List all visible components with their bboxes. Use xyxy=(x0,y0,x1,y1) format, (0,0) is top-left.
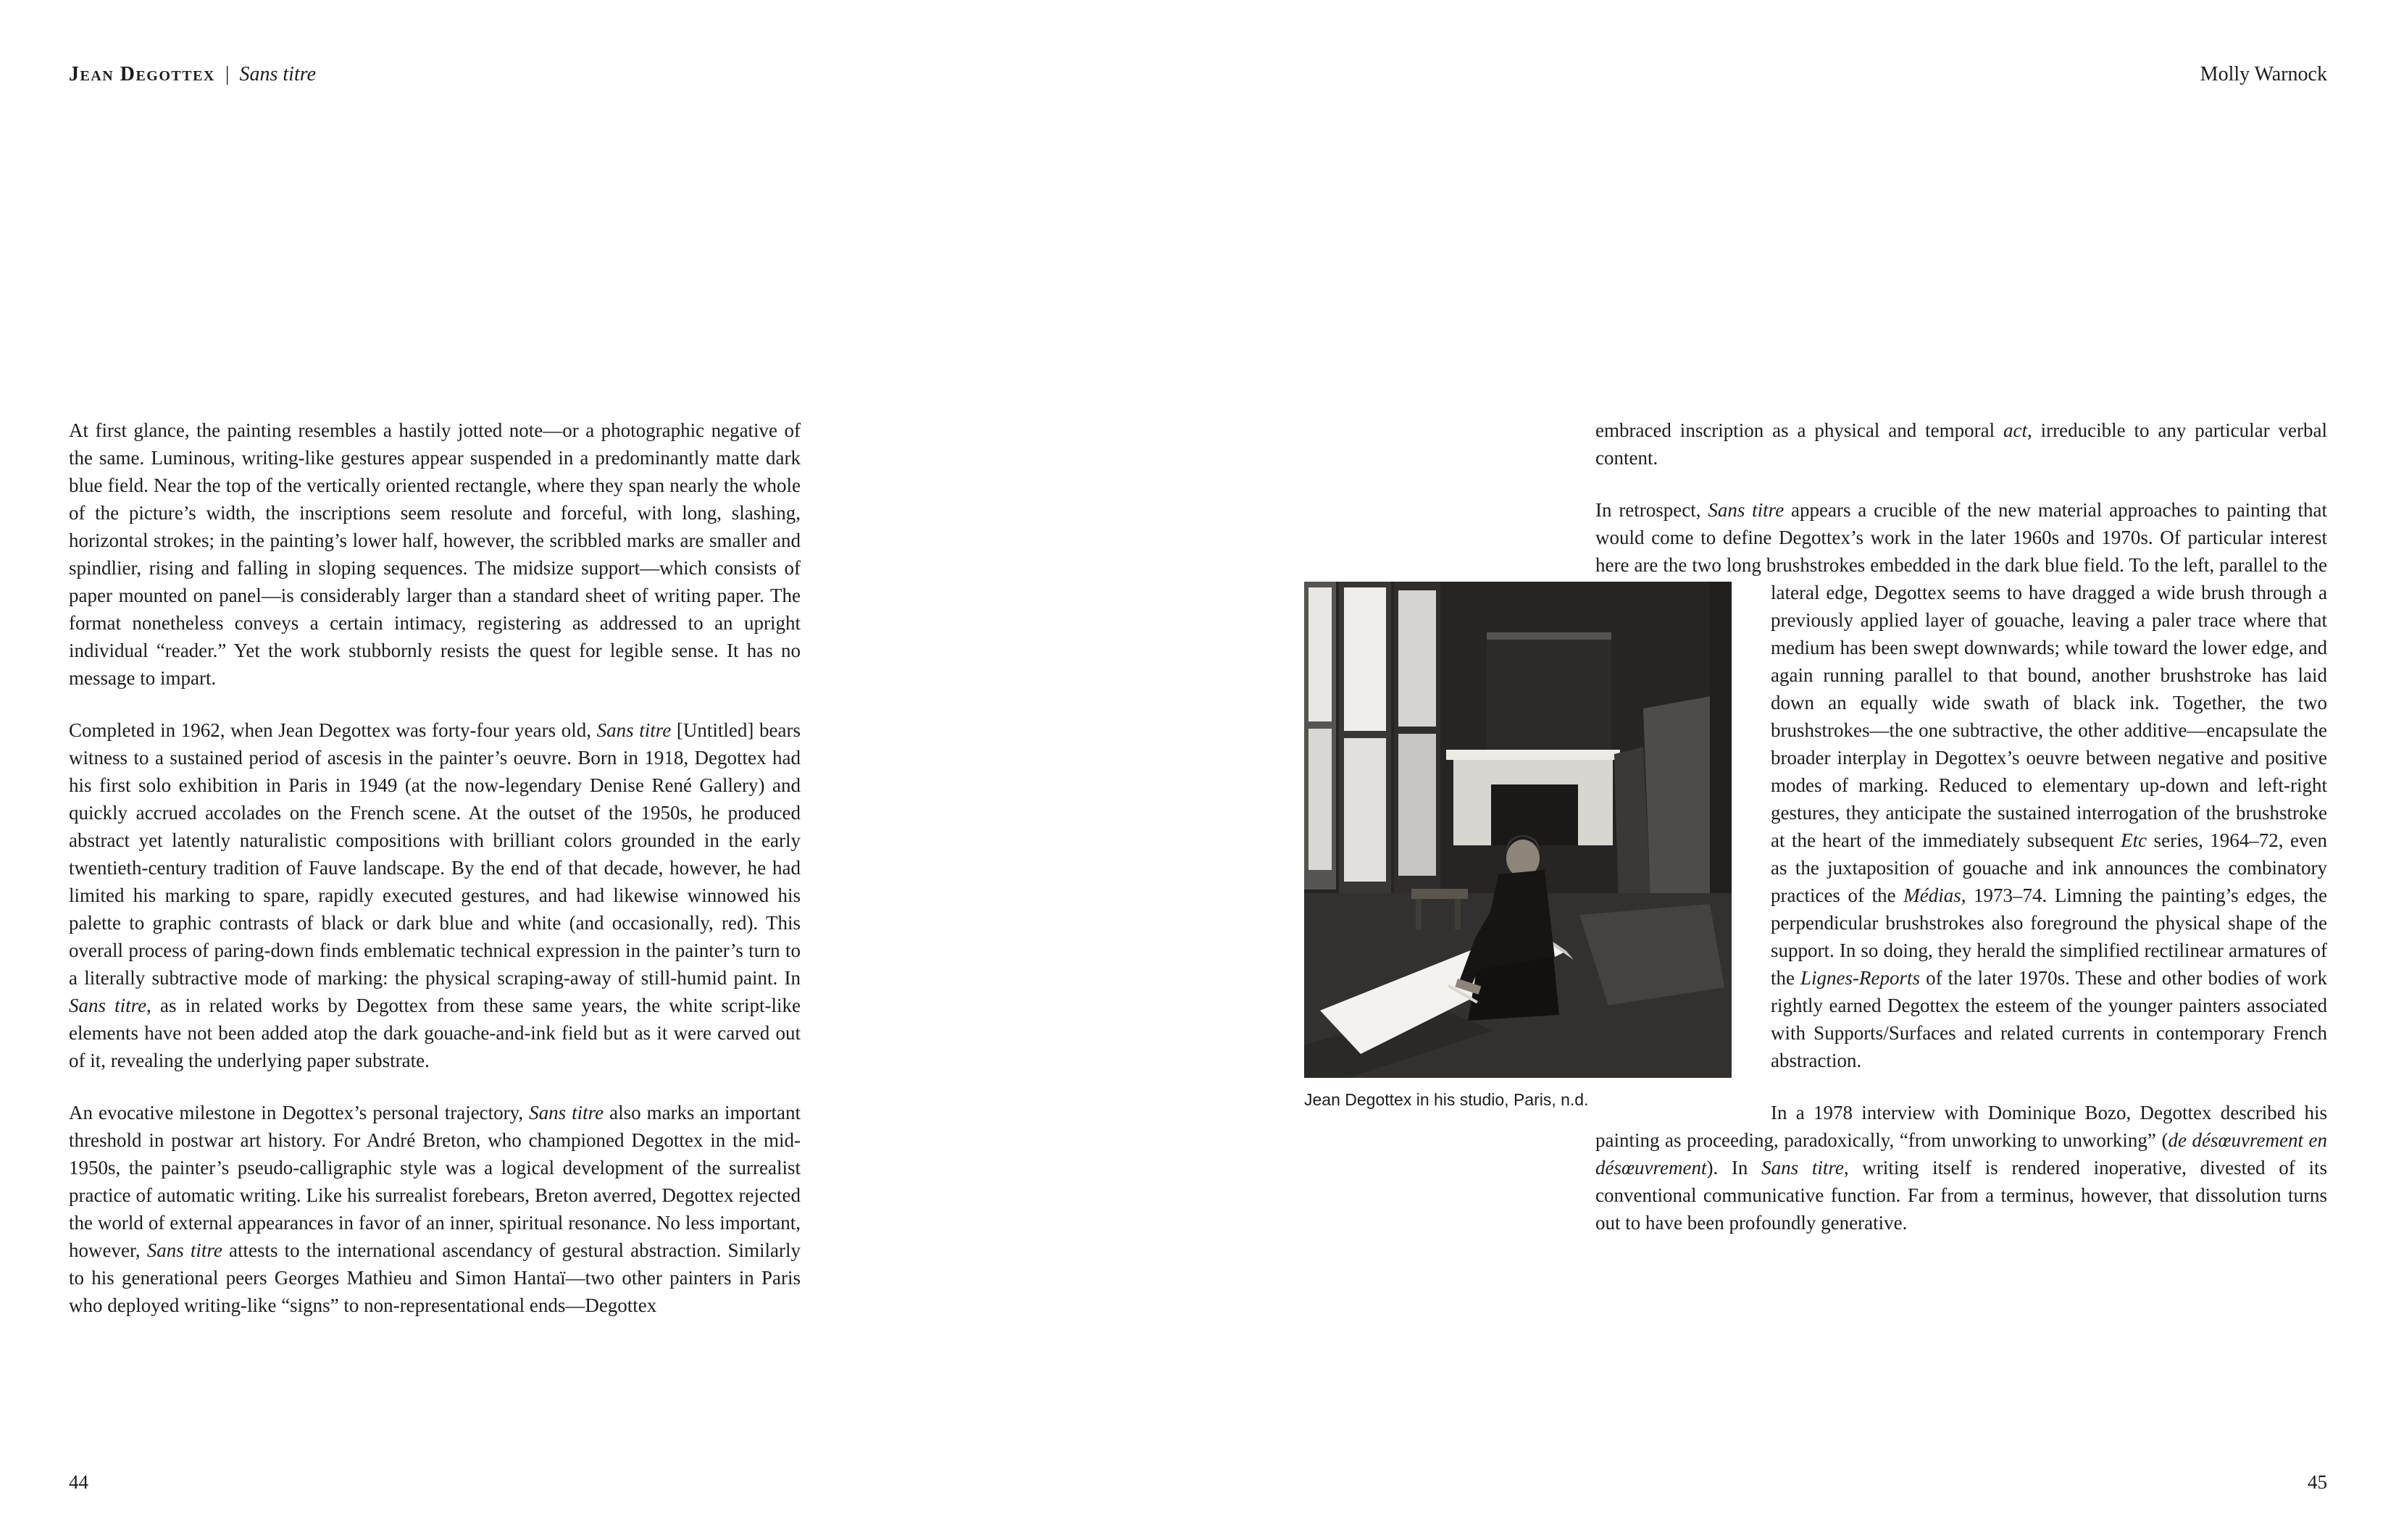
photo-figure xyxy=(1304,582,1732,1110)
work-title: Sans titre xyxy=(239,63,317,85)
paragraph: In a 1978 interview with Dominique Bozo, Degottex described his painting as proceeding, paradoxically, “from unworking to unworking” (de désœuvrement en désœuvrement). In Sans titre, writing itself is rendered inoperative, divested of its conventional communicative function. Far from a terminus, however, that dissolution turns out to have been profoundly generative. xyxy=(1595,1102,2328,1234)
studio-photo xyxy=(1304,582,1732,1078)
left-text-column xyxy=(69,417,801,1319)
paragraph: An evocative milestone in Degottex’s personal trajectory, Sans titre also marks an important threshold in postwar art history. For André Breton, who championed Degottex in the mid-1950s, the painter’s pseudo-calligraphic style was a logical development of the surrealist practice of automatic writing. Like his surrealist forebears, Breton averred, Degottex rejected the world of external appearances in favor of an inner, spiritual resonance. No less important, however, Sans titre attests to the international ascendancy of gestural abstraction. Similarly to his generational peers Georges Mathieu and Simon Hantaï—two other painters in Paris who deployed writing-like “signs” to non-representational ends—Degottex xyxy=(69,1102,801,1316)
paragraph-text: In retrospect, Sans titre appears a crucible of the new material approaches to painting that would come to define Degottex’s work in the later 1960s and 1970s. Of particular interest here are the two long brushstrokes embedded in the dark blue field. To the left, parallel to the lateral edge, Degottex seems to have dragged a wide brush through xyxy=(1595,499,2327,603)
photo-caption: Jean Degottex in his studio, Paris, n.d. xyxy=(1304,1090,1589,1109)
header-separator: | xyxy=(225,63,230,85)
running-head-right: Molly Warnock xyxy=(2200,63,2327,85)
artist-name: Jean Degottex xyxy=(69,63,215,85)
right-text-column xyxy=(1304,417,2328,1236)
paragraph-text: a previously applied layer of gouache, leaving a paler trace where that medium has been swept downwards; while toward the lower edge, and again running parallel to that bound, another brushstroke has laid down an equally wide swath of black ink. Together, the two brushstrokes—the one subtractive, the other additive—encapsulate the broader interplay in Degottex’s oeuvre between negative and positive modes of marking. Reduced to elementary up-down and left-right gestures, they anticipate the sustained interrogation of the brushstroke at the heart of the immediately subsequent Etc series, 1964–72, even as the juxtaposition of gouache and ink announces the combinatory practices of the Médias, 1973–74. Limning the painting’s edges, the perpendicular brushstrokes also foreground the physical shape of the support. In so doing, they herald the simplified rectilinear armatures of the Lignes-Reports of the later 1970s. These and other bodies of work rightly earned Degottex the esteem of the younger painters associated with Supports/Surfaces and related currents in contemporary French abstraction. xyxy=(1771,582,2327,1071)
paragraph: Completed in 1962, when Jean Degottex was forty-four years old, Sans titre [Untitled] bears witness to a sustained period of ascesis in the painter’s oeuvre. Born in 1918, Degottex had his first solo exhibition in Paris in 1949 (at the now-legendary Denise René Gallery) and quickly accrued accolades on the French scene. At the outset of the 1950s, he produced abstract yet latently naturalistic compositions with brilliant colors grounded in the early twentieth-century tradition of Fauve landscape. By the end of that decade, however, he had limited his marking to spare, rapidly executed gestures, and had likewise winnowed his palette to graphic contrasts of black or dark blue and white (and occasionally, red). This overall process of paring-down finds emblematic technical expression in the painter’s turn to a literally subtractive mode of marking: the physical scraping-away of still-humid paint. In Sans titre, as in related works by Degottex from these same years, the white script-like elements have not been added atop the dark gouache-and-ink field but as it were carved out of it, revealing the underlying paper substrate. xyxy=(69,719,801,1071)
page-number-left: 44 xyxy=(69,1471,88,1493)
page-number-right: 45 xyxy=(2308,1471,2327,1493)
paragraph: embraced inscription as a physical and temporal act, irreducible to any particular verbal content. xyxy=(1595,419,2327,469)
running-head-left xyxy=(69,62,316,87)
paragraph: At first glance, the painting resembles a hastily jotted note—or a photographic negative of the same. Luminous, writing-like gestures appear suspended in a predominantly matte dark blue field. Near the top of the vertically oriented rectangle, where they span nearly the whole of the picture’s width, the inscriptions seem resolute and forceful, with long, slashing, horizontal strokes; in the painting’s lower half, however, the scribbled marks are smaller and spindlier, rising and falling in sloping sequences. The midsize support—which consists of paper mounted on panel—is considerably larger than a standard sheet of writing paper. The format nonetheless conveys a certain intimacy, registering as addressed to an upright individual “reader.” Yet the work stubbornly resists the quest for legible sense. It has no message to impart. xyxy=(69,419,801,689)
paragraph-with-figure xyxy=(1304,496,2327,1109)
